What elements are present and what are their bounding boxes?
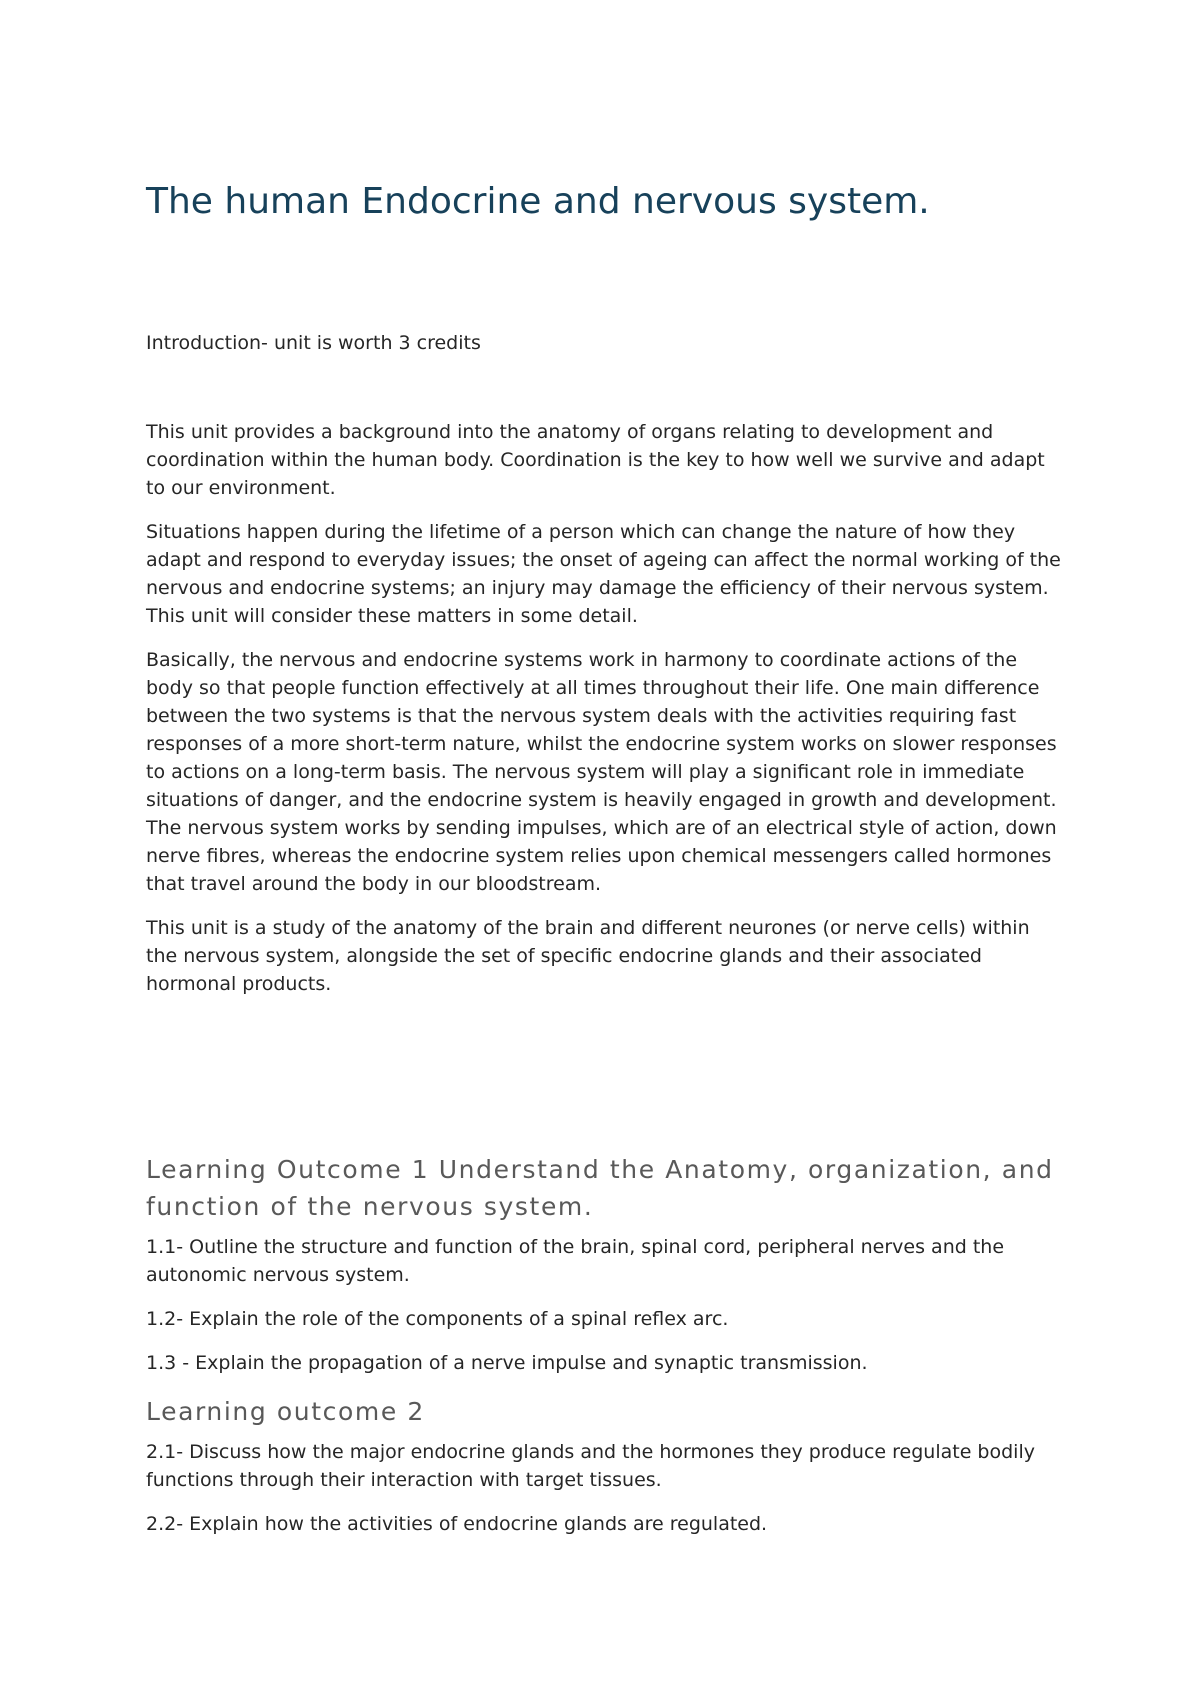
learning-outcomes — [146, 1151, 1066, 1554]
outcome-item-2-1: 2.1- Discuss how the major endocrine glands and the hormones they produce regulate bodily functions through their interaction with target tissues. — [146, 1441, 1035, 1491]
outcome-item-1-3: 1.3 - Explain the propagation of a nerve impulse and synaptic transmission. — [146, 1352, 868, 1374]
intro-line: Introduction- unit is worth 3 credits — [146, 332, 481, 354]
intro-body — [146, 418, 1066, 1014]
outcome-item-1-2: 1.2- Explain the role of the components of a spinal reflex arc. — [146, 1308, 729, 1330]
outcome-item-1-1: 1.1- Outline the structure and function of the brain, spinal cord, peripheral nerves and the autonomic nervous system. — [146, 1236, 1005, 1286]
document-title: The human Endocrine and nervous system. — [146, 181, 930, 222]
paragraph: Situations happen during the lifetime of a person which can change the nature of how they adapt and respond to everyday issues; the onset of ageing can affect the normal working of the nervous and endocrine systems; an injury may damage the efficiency of their nervous system. This unit will consider these matters in some detail. — [146, 521, 1061, 627]
paragraph: Basically, the nervous and endocrine systems work in harmony to coordinate actions of the body so that people function effectively at all times throughout their life. One main difference between the two systems is that the nervous system deals with the activities requiring fast responses of a more short-term nature, whilst the endocrine system works on slower responses to actions on a long-term basis. The nervous system will play a significant role in immediate situations of danger, and the endocrine system is heavily engaged in growth and development. The nervous system works by sending impulses, which are of an electrical style of action, down nerve fibres, whereas the endocrine system relies upon chemical messengers called hormones that travel around the body in our bloodstream. — [146, 649, 1057, 895]
outcome-item-2-2: 2.2- Explain how the activities of endocrine glands are regulated. — [146, 1513, 768, 1535]
learning-outcome-2-heading: Learning outcome 2 — [146, 1397, 425, 1426]
learning-outcome-1-heading: Learning Outcome 1 Understand the Anatomy, organization, and function of the nervous system. — [146, 1155, 1054, 1221]
paragraph: This unit provides a background into the anatomy of organs relating to development and coordination within the human body. Coordination is the key to how well we survive and adapt to our environment. — [146, 421, 1045, 499]
paragraph: This unit is a study of the anatomy of the brain and different neurones (or nerve cells) within the nervous system, alongside the set of specific endocrine glands and their associated hormonal products. — [146, 917, 1030, 995]
